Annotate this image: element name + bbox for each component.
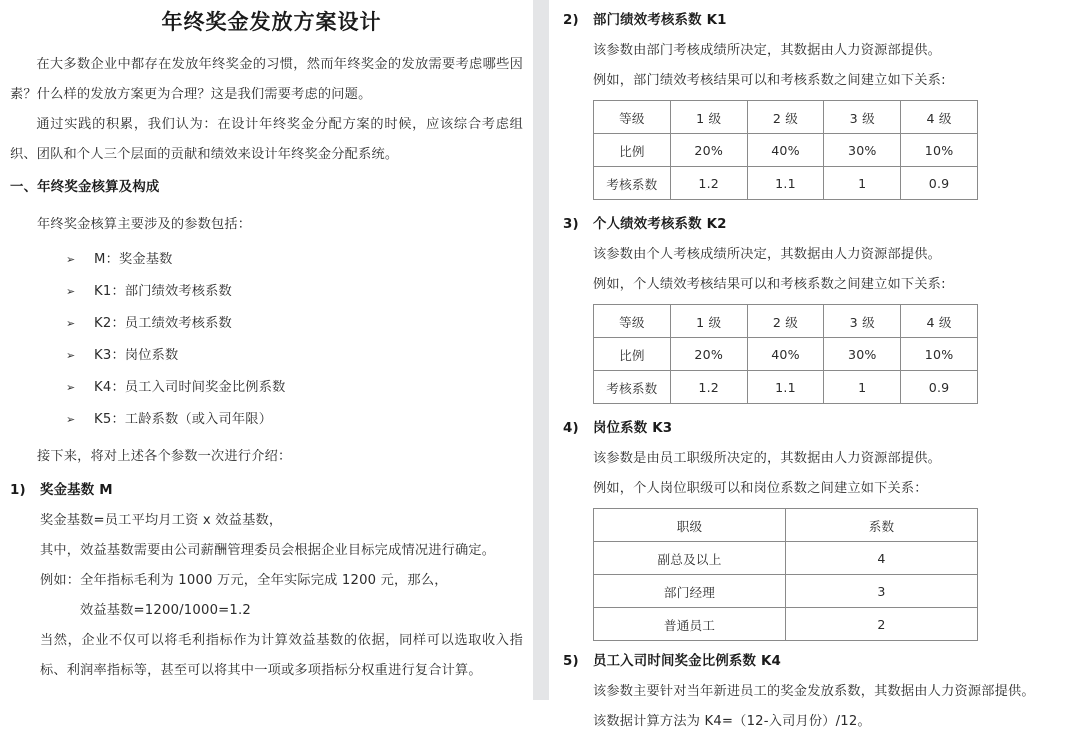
table-cell: 普通员工 bbox=[594, 608, 786, 641]
list-item bbox=[66, 244, 523, 276]
table-row bbox=[594, 338, 978, 371]
table-cell: 2 级 bbox=[747, 101, 824, 134]
table-row bbox=[594, 305, 978, 338]
document-page-left bbox=[0, 0, 533, 700]
table-cell: 1 级 bbox=[670, 305, 747, 338]
table-cell: 40% bbox=[747, 338, 824, 371]
item-2-note: 该参数由部门考核成绩所决定，其数据由人力资源部提供。 bbox=[593, 43, 942, 58]
table-row bbox=[594, 575, 978, 608]
table-row bbox=[594, 542, 978, 575]
item-3-note: 该参数由个人考核成绩所决定，其数据由人力资源部提供。 bbox=[593, 247, 942, 262]
table-cell: 4 级 bbox=[901, 305, 978, 338]
table-row bbox=[594, 101, 978, 134]
table-cell: 1 bbox=[824, 167, 901, 200]
table-cell: 考核系数 bbox=[594, 371, 671, 404]
table-cell: 1 bbox=[824, 371, 901, 404]
table-cell: 考核系数 bbox=[594, 167, 671, 200]
document-page-right bbox=[549, 0, 1080, 729]
section-one-closing: 接下来，将对上述各个参数一次进行介绍： bbox=[37, 449, 292, 465]
table-cell: 10% bbox=[901, 338, 978, 371]
table-row bbox=[594, 167, 978, 200]
arrow-bullet-icon: ➢ bbox=[66, 285, 76, 299]
item-4-number: 4) bbox=[563, 421, 579, 436]
item-5-title: 员工入司时间奖金比例系数 K4 bbox=[593, 654, 782, 669]
list-item bbox=[66, 372, 523, 404]
item-1-formula: 奖金基数=员工平均月工资 x 效益基数， bbox=[40, 513, 283, 529]
table-cell: 比例 bbox=[594, 338, 671, 371]
page-title: 年终奖金发放方案设计 bbox=[161, 10, 382, 34]
table-row bbox=[594, 371, 978, 404]
arrow-bullet-icon: ➢ bbox=[66, 349, 76, 363]
table-cell: 比例 bbox=[594, 134, 671, 167]
list-item-label: M：奖金基数 bbox=[94, 252, 173, 268]
item-5-formula: 该数据计算方法为 K4=（12-入司月份）/12。 bbox=[593, 714, 871, 729]
page-separator bbox=[533, 0, 549, 700]
table-row bbox=[594, 608, 978, 641]
list-item-label: K3：岗位系数 bbox=[94, 348, 179, 364]
parameter-list bbox=[10, 244, 523, 436]
table-row bbox=[594, 134, 978, 167]
intro-paragraph-1: 在大多数企业中都存在发放年终奖金的习惯，然而年终奖金的发放需要考虑哪些因素？什么样的发放方案更为合理？这是我们需要考虑的问题。 bbox=[10, 57, 523, 103]
item-5-note: 该参数主要针对当年新进员工的奖金发放系数，其数据由人力资源部提供。 bbox=[593, 684, 1035, 699]
item-2-title: 部门绩效考核系数 K1 bbox=[593, 13, 727, 28]
item-2-heading bbox=[563, 6, 1064, 36]
table-cell: 40% bbox=[747, 134, 824, 167]
table-cell: 系数 bbox=[786, 509, 978, 542]
table-cell: 30% bbox=[824, 134, 901, 167]
k1-grade-table bbox=[593, 100, 978, 200]
list-item-label: K1：部门绩效考核系数 bbox=[94, 284, 232, 300]
item-4-title: 岗位系数 K3 bbox=[593, 421, 673, 436]
table-cell: 3 级 bbox=[824, 101, 901, 134]
table-cell: 等级 bbox=[594, 305, 671, 338]
table-cell: 1.1 bbox=[747, 167, 824, 200]
item-1-calc: 效益基数=1200/1000=1.2 bbox=[80, 603, 251, 619]
item-1-heading bbox=[10, 476, 523, 506]
table-cell: 30% bbox=[824, 338, 901, 371]
item-1-number: 1) bbox=[10, 483, 26, 499]
table-cell: 3 bbox=[786, 575, 978, 608]
table-cell: 2 级 bbox=[747, 305, 824, 338]
item-4-heading bbox=[563, 414, 1064, 444]
arrow-bullet-icon: ➢ bbox=[66, 317, 76, 331]
k2-grade-table bbox=[593, 304, 978, 404]
item-3-number: 3) bbox=[563, 217, 579, 232]
arrow-bullet-icon: ➢ bbox=[66, 413, 76, 427]
table-cell: 10% bbox=[901, 134, 978, 167]
table-cell: 20% bbox=[670, 134, 747, 167]
table-cell: 1.1 bbox=[747, 371, 824, 404]
item-4-example: 例如，个人岗位职级可以和岗位系数之间建立如下关系： bbox=[593, 481, 928, 496]
item-1-title: 奖金基数 M bbox=[40, 483, 113, 499]
table-cell: 2 bbox=[786, 608, 978, 641]
table-cell: 等级 bbox=[594, 101, 671, 134]
table-cell: 4 bbox=[786, 542, 978, 575]
table-cell: 1.2 bbox=[670, 371, 747, 404]
table-cell: 副总及以上 bbox=[594, 542, 786, 575]
item-5-heading bbox=[563, 647, 1064, 677]
table-cell: 1 级 bbox=[670, 101, 747, 134]
table-row bbox=[594, 509, 978, 542]
list-item bbox=[66, 404, 523, 436]
list-item bbox=[66, 340, 523, 372]
list-item bbox=[66, 276, 523, 308]
item-3-heading bbox=[563, 210, 1064, 240]
list-item-label: K5：工龄系数（或入司年限） bbox=[94, 412, 273, 428]
item-3-example: 例如，个人绩效考核结果可以和考核系数之间建立如下关系: bbox=[593, 277, 946, 292]
item-4-note: 该参数是由员工职级所决定的，其数据由人力资源部提供。 bbox=[593, 451, 942, 466]
item-1-closing: 当然，企业不仅可以将毛利指标作为计算效益基数的依据，同样可以选取收入指标、利润率指标等，甚至可以将其中一项或多项指标分权重进行复合计算。 bbox=[40, 633, 523, 679]
list-item-label: K4：员工入司时间奖金比例系数 bbox=[94, 380, 286, 396]
section-one-lead: 年终奖金核算主要涉及的参数包括： bbox=[37, 217, 252, 233]
table-cell: 职级 bbox=[594, 509, 786, 542]
section-one-heading: 一、年终奖金核算及构成 bbox=[10, 180, 160, 196]
item-2-number: 2) bbox=[563, 13, 579, 28]
list-item-label: K2：员工绩效考核系数 bbox=[94, 316, 232, 332]
item-2-example: 例如，部门绩效考核结果可以和考核系数之间建立如下关系: bbox=[593, 73, 946, 88]
arrow-bullet-icon: ➢ bbox=[66, 253, 76, 267]
table-cell: 0.9 bbox=[901, 371, 978, 404]
table-cell: 3 级 bbox=[824, 305, 901, 338]
table-cell: 4 级 bbox=[901, 101, 978, 134]
arrow-bullet-icon: ➢ bbox=[66, 381, 76, 395]
table-cell: 部门经理 bbox=[594, 575, 786, 608]
k3-position-table bbox=[593, 508, 978, 641]
item-3-title: 个人绩效考核系数 K2 bbox=[593, 217, 727, 232]
intro-paragraph-2: 通过实践的积累，我们认为：在设计年终奖金分配方案的时候，应该综合考虑组织、团队和个人三个层面的贡献和绩效来设计年终奖金分配系统。 bbox=[10, 117, 523, 163]
item-1-example: 例如：全年指标毛利为 1000 万元，全年实际完成 1200 元，那么， bbox=[40, 573, 448, 589]
table-cell: 1.2 bbox=[670, 167, 747, 200]
table-cell: 20% bbox=[670, 338, 747, 371]
item-5-number: 5) bbox=[563, 654, 579, 669]
list-item bbox=[66, 308, 523, 340]
table-cell: 0.9 bbox=[901, 167, 978, 200]
item-1-note: 其中，效益基数需要由公司薪酬管理委员会根据企业目标完成情况进行确定。 bbox=[40, 543, 496, 559]
